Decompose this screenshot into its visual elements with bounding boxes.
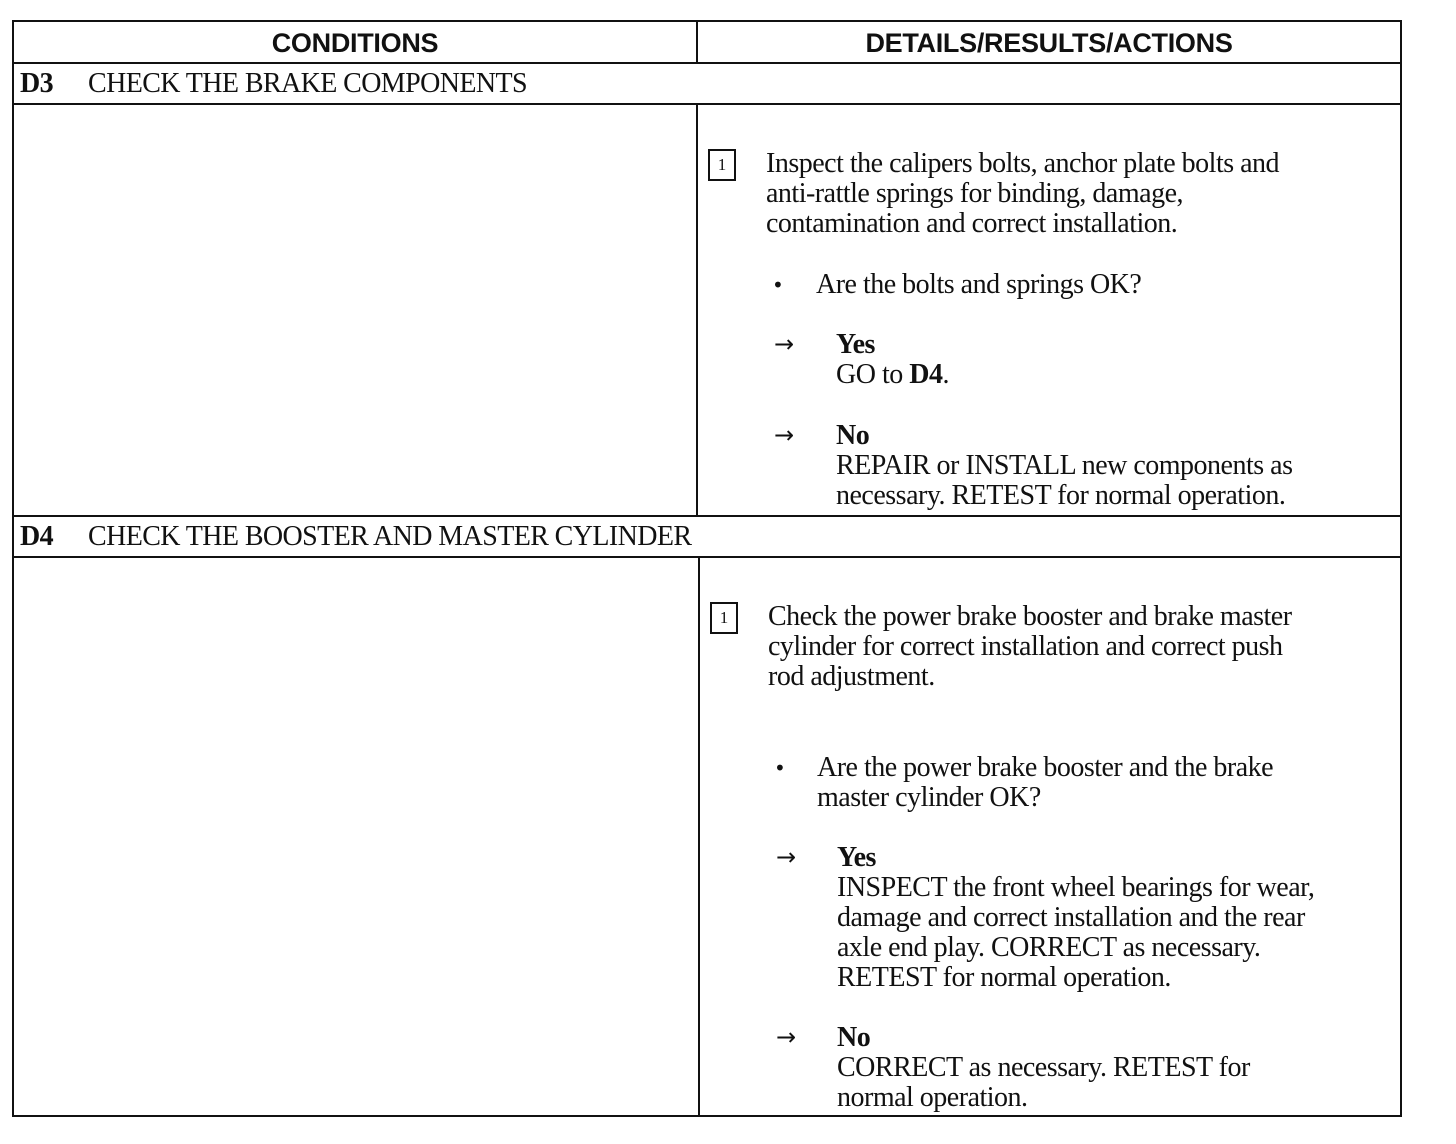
- section-d4-id: D4: [20, 521, 54, 552]
- d3-yes-action-ref: D4: [909, 359, 943, 390]
- section-d4-title: [20, 517, 691, 557]
- d4-no-answer: [837, 1023, 1250, 1113]
- d3-question: Are the bolts and springs OK?: [816, 269, 1142, 300]
- yes-label: Yes: [837, 842, 876, 873]
- arrow-icon: →: [774, 421, 795, 449]
- step-1-box: 1: [708, 149, 736, 181]
- details-header: DETAILS/RESULTS/ACTIONS: [865, 28, 1233, 58]
- section-d3-title-text: CHECK THE BRAKE COMPONENTS: [88, 68, 527, 99]
- section-d4-title-text: CHECK THE BOOSTER AND MASTER CYLINDER: [88, 521, 692, 552]
- d4-instruction: Check the power brake booster and brake master cylinder for correct installation and correct push rod adjustment.: [768, 601, 1292, 692]
- d4-question: Are the power brake booster and the brake master cylinder OK?: [817, 752, 1274, 813]
- row-divider: [14, 103, 1400, 105]
- column-divider: [696, 105, 698, 515]
- d4-no-action: CORRECT as necessary. RETEST for normal operation.: [837, 1052, 1250, 1113]
- section-d3-id: D3: [20, 68, 54, 99]
- arrow-icon: →: [774, 330, 795, 358]
- no-label: No: [837, 1022, 871, 1053]
- no-label: No: [836, 420, 870, 451]
- conditions-header: CONDITIONS: [271, 28, 439, 58]
- arrow-icon: →: [776, 843, 797, 871]
- d3-no-answer: [836, 421, 1292, 511]
- d3-yes-action: [836, 360, 949, 390]
- column-divider: [698, 558, 700, 1117]
- d3-yes-action-suffix: .: [942, 359, 949, 390]
- d3-yes-action-prefix: GO to: [836, 359, 910, 390]
- section-d3-title: [20, 64, 527, 104]
- step-1-box: 1: [710, 602, 738, 634]
- d3-instruction: Inspect the calipers bolts, anchor plate bolts and anti-rattle springs for binding, damage, contamination and correct installation.: [766, 148, 1280, 239]
- bullet-icon: •: [774, 756, 786, 780]
- diagnostic-table: [12, 20, 1402, 1117]
- bullet-icon: •: [772, 273, 784, 297]
- column-divider: [696, 22, 698, 62]
- d3-no-action: REPAIR or INSTALL new components as necessary. RETEST for normal operation.: [836, 450, 1293, 511]
- d4-yes-action: INSPECT the front wheel bearings for wear, damage and correct installation and the rear axle end play. CORRECT as necessary. RETEST for normal operation.: [837, 872, 1315, 993]
- row-divider: [14, 556, 1400, 558]
- arrow-icon: →: [776, 1023, 797, 1051]
- d3-yes-answer: [836, 330, 949, 390]
- yes-label: Yes: [836, 329, 875, 360]
- d4-yes-answer: [837, 843, 1314, 993]
